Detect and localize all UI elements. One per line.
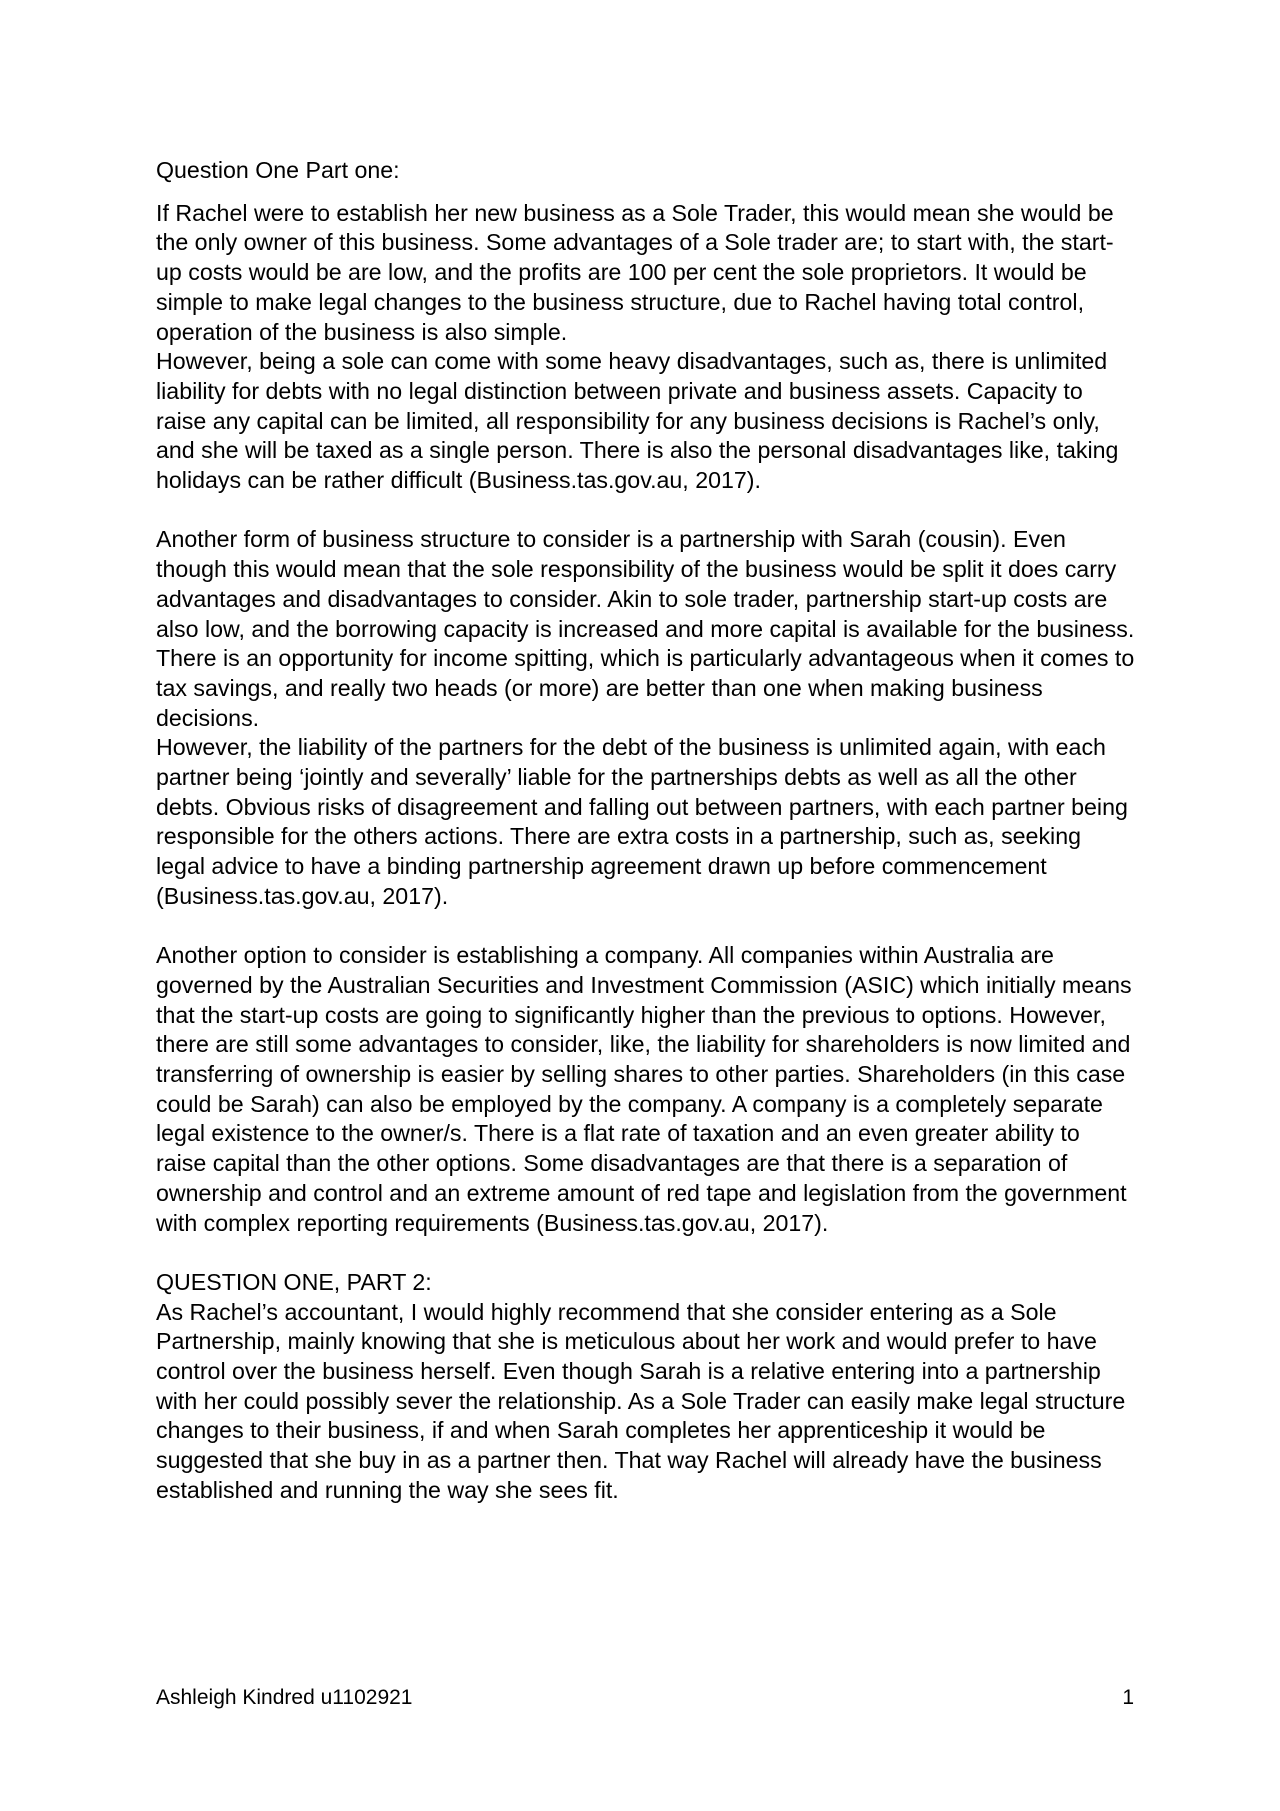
section-heading-part-one: Question One Part one: [156,157,400,183]
section-heading-part-two: QUESTION ONE, PART 2: [156,1268,432,1295]
page-footer [156,1686,1134,1710]
paragraph-partnership: Another form of business structure to consider is a partnership with Sarah (cousin). Even though this would mean that the sole responsibility of the business would be split it does carry advantages and disadvantages to consider. Akin to sole trader, partnership start-up costs are also low, and the borrowing capacity is increased and more capital is available for the business. There is an opportunity for income spitting, which is particularly advantageous when it comes to tax savings, and really two heads (or more) are better than one when making business decisions. However, the liability of the partners for the debt of the business is unlimited again, with each partner being ‘jointly and severally’ liable for the partnerships debts as well as all the other debts. Obvious risks of disagreement and falling out between partners, with each partner being responsible for the others actions. There are extra costs in a partnership, such as, seeking legal advice to have a binding partnership agreement drawn up before commencement (Business.tas.gov.au, 2017). [156,526,1135,909]
paragraph-recommendation: As Rachel’s accountant, I would highly recommend that she consider entering as a Sole Partnership, mainly knowing that she is meticulous about her work and would prefer to have control over the business herself. Even though Sarah is a relative entering into a partnership with her could possibly sever the relationship. As a Sole Trader can easily make legal structure changes to their business, if and when Sarah completes her apprenticeship it would be suggested that she buy in as a partner then. That way Rachel will already have the business established and running the way she sees fit. [156,1298,1126,1503]
footer-author: Ashleigh Kindred u1102921 [156,1686,413,1709]
paragraph-sole-trader: If Rachel were to establish her new business as a Sole Trader, this would mean she would be the only owner of this business. Some advantages of a Sole trader are; to start with, the start-up costs would be are low, and the profits are 100 per cent the sole proprietors. It would be simple to make legal changes to the business structure, due to Rachel having total control, operation of the business is also simple. However, being a sole can come with some heavy disadvantages, such as, there is unlimited liability for debts with no legal distinction between private and business assets. Capacity to raise any capital can be limited, all responsibility for any business decisions is Rachel’s only, and she will be taxed as a single person. There is also the personal disadvantages like, taking holidays can be rather difficult (Business.tas.gov.au, 2017). [156,199,1119,494]
paragraph-company: Another option to consider is establishing a company. All companies within Australia are governed by the Australian Securities and Investment Commission (ASIC) which initially means that the start-up costs are going to significantly higher than the previous to options. However, there are still some advantages to consider, like, the liability for shareholders is now limited and transferring of ownership is easier by selling shares to other parties. Shareholders (in this case could be Sarah) can also be employed by the company. A company is a completely separate legal existence to the owner/s. There is a flat rate of taxation and an even greater ability to raise capital than the other options. Some disadvantages are that there is a separation of ownership and control and an extreme amount of red tape and legislation from the government with complex reporting requirements (Business.tas.gov.au, 2017). [156,942,1132,1236]
document-body [156,156,1136,1506]
footer-page-number: 1 [1122,1686,1134,1709]
